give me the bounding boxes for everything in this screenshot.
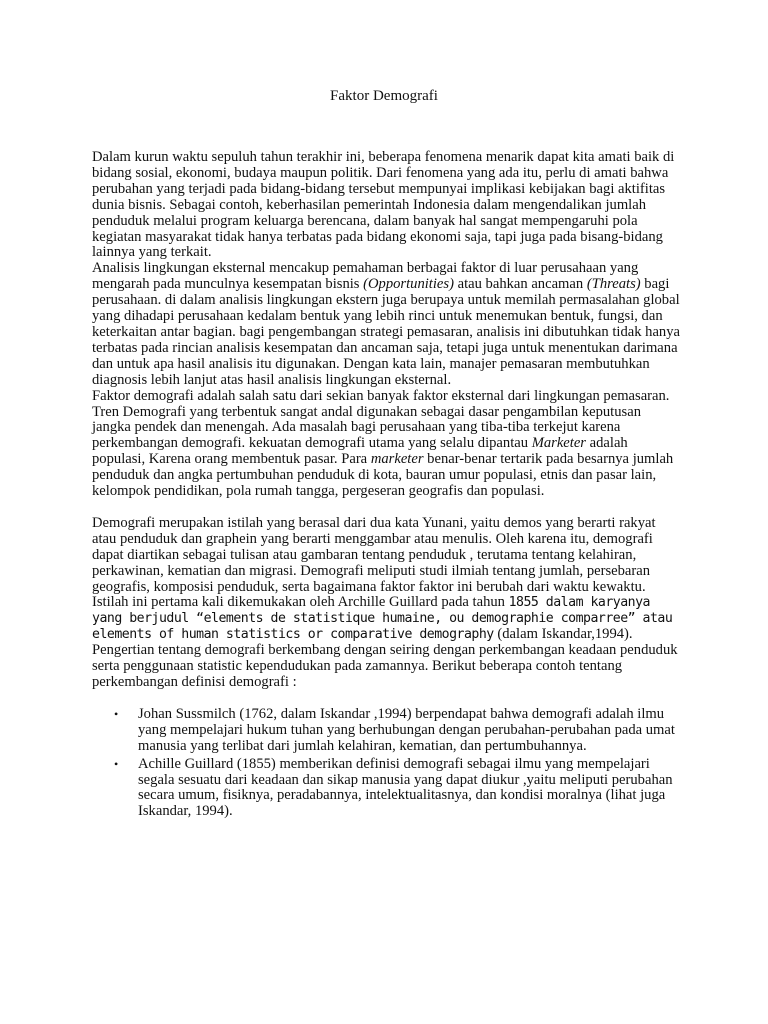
text-segment: benar-benar tertarik pada besarnya jumlah penduduk dan angka pertumbuhan penduduk di kota, bauran umur populasi, etnis dan pasar lain, kelompok pendidikan, pola rumah tangga, pergeseran geografis dan populasi. [92, 451, 674, 500]
paragraph-intro: Dalam kurun waktu sepuluh tahun terakhir ini, beberapa fenomena menarik dapat kita amati baik di bidang sosial, ekonomi, budaya maupun politik. Dari fenomena yang ada itu, perlu di amati bahwa perubahan yang terjadi pada bidang-bidang tersebut mempunyai implikasi kebijakan bagi aktifitas dunia bisnis. Sebagai contoh, keberhasilan pemerintah Indonesia dalam mengendalikan jumlah penduduk melalui program keluarga berencana, dalam banyak hal sangat mempengaruhi pola kegiatan masyarakat tidak hanya terbatas pada bidang ekonomi saja, tapi juga pada bisang-bidang lainnya yang terkait. [92, 149, 675, 261]
text-segment: atau bahkan ancaman [453, 276, 587, 293]
mono-citation: 1855 dalam karyanya yang berjudul “elements de statistique humaine, ou demographie comparree” atau elements of human statistics or comparative demography [92, 595, 673, 643]
italic-threats: (Threats) [586, 276, 641, 293]
paragraph-definition [92, 516, 680, 643]
text-segment: Analisis lingkungan eksternal mencakup pemahaman berbagai faktor di luar perusahaan yang mengarah pada munculnya kesempatan bisnis [92, 260, 639, 293]
text-segment: Faktor demografi adalah salah satu dari sekian banyak faktor eksternal dari lingkungan pemasaran. Tren Demografi yang terbentuk sangat andal digunakan sebagai dasar pengambilan keputusan jangka pendek dan menengah. Ada masalah bagi perusahaan yang tiba-tiba terkejut karena perkembangan demografi. kekuatan demografi utama yang selalu dipantau [92, 387, 670, 452]
text-segment: Demografi merupakan istilah yang berasal dari dua kata Yunani, yaitu demos yang berarti rakyat atau penduduk dan graphein yang berarti menggambar atau menulis. Oleh karena itu, demografi dapat diartikan sebagai tulisan atau gambaran tentang penduduk , terutama tentang kelahiran, perkawinan, kematian dan migrasi. Demografi meliputi studi ilmiah tentang jumlah, persebaran geografis, komposisi penduduk, serta bagaimana faktor faktor ini berubah dari waktu kewaktu. Istilah ini pertama kali dikemukakan oleh Archille Guillard pada tahun [92, 514, 656, 611]
text-segment: adalah populasi, Karena orang membentuk pasar. Para [92, 435, 628, 468]
text-segment: bagi perusahaan. di dalam analisis lingkungan ekstern juga berupaya untuk memilah permasalahan global yang dihadapi perusahaan kedalam bentuk yang lebih rinci untuk menemukan bentuk, fungsi, dan keterkaitan antar bagian. bagi pengembangan strategi pemasaran, analisis ini dibutuhkan tidak hanya terbatas pada rincian analisis kesempatan dan ancaman saja, tetapi juga untuk menentukan darimana dan untuk apa hasil analisis itu digunakan. Dengan kata lain, manajer pemasaran membutuhkan diagnosis lebih lanjut atas hasil analisis lingkungan eksternal. [92, 276, 681, 388]
paragraph-gap [92, 691, 680, 707]
paragraph-development: Pengertian tentang demografi berkembang dengan seiring dengan perkembangan keadaan penduduk serta penggunaan statistic kependudukan pada zamannya. Berikut beberapa contoh tentang perkembangan definisi demografi : [92, 642, 678, 690]
document-body [92, 150, 680, 822]
italic-opportunities: (Opportunities) [363, 276, 454, 293]
italic-marketer-lower: marketer [370, 451, 424, 468]
list-item [92, 707, 680, 755]
paragraph-demographic-factor [92, 389, 680, 500]
page-title: Faktor Demografi [330, 88, 438, 104]
paragraph-external-analysis [92, 261, 680, 388]
list-item [92, 757, 680, 821]
paragraph-gap [92, 500, 680, 516]
italic-marketer: Marketer [531, 435, 586, 452]
list-item-text: Johan Sussmilch (1762, dalam Iskandar ,1994) berpendapat bahwa demografi adalah ilmu yang mempelajari hukum tuhan yang berhubungan dengan perubahan-perubahan pada umat manusia yang terlibat dari jumlah kelahiran, kematian, dan pertumbuhannya. [138, 705, 675, 754]
definition-list [92, 707, 680, 820]
bullet-icon: • [114, 756, 119, 771]
text-segment: (dalam Iskandar,1994). [493, 626, 633, 643]
bullet-icon: • [114, 706, 119, 721]
list-item-text: Achille Guillard (1855) memberikan definisi demografi sebagai ilmu yang mempelajari segala sesuatu dari keadaan dan sikap manusia yang dapat diukur ,yaitu meliputi perubahan secara umum, fisiknya, peradabannya, intelektualitasnya, dan kondisi moralnya (lihat juga Iskandar, 1994). [138, 755, 673, 820]
